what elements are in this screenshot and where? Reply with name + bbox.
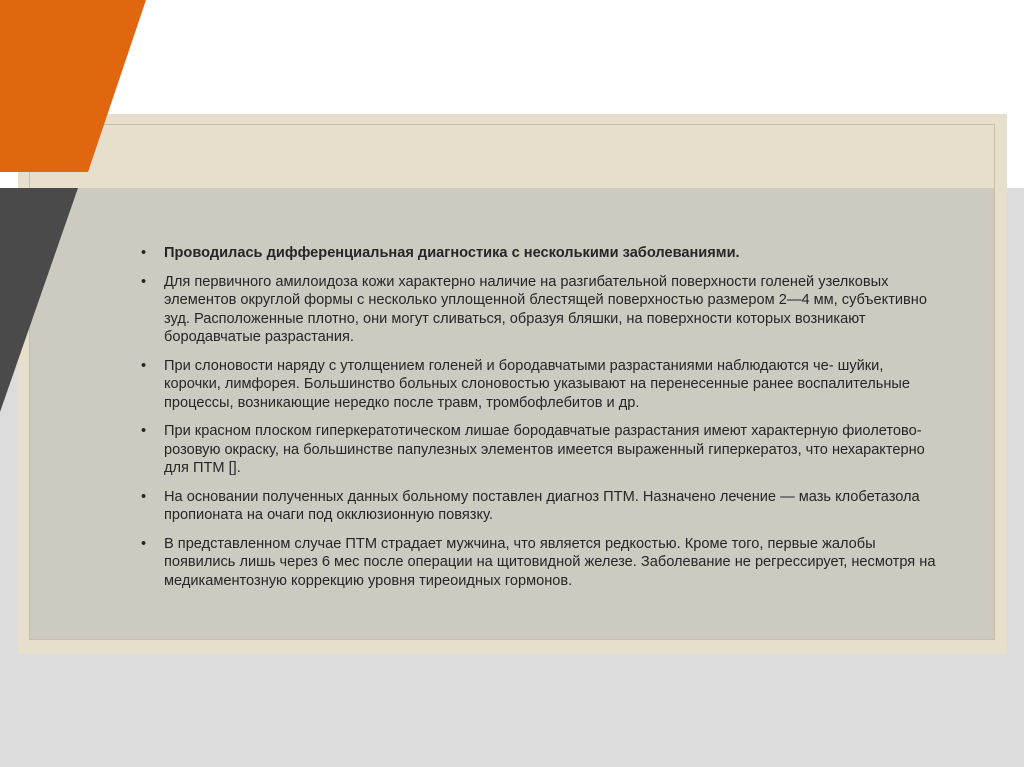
list-item [136,422,936,478]
bullet-marker: • [141,273,147,290]
slide-content [136,244,936,600]
item-text: При красном плоском гиперкератотическом лишае бородавчатые разрастания имеют характерную фиолетово-розовую окраску, на большинстве папулезных элементов имеется выраженный гиперкератоз, что нехарактерно для ПТМ []. [164,423,925,476]
item-text: В представленном случае ПТМ страдает мужчина, что является редкостью. Кроме того, первые жалобы появились лишь через 6 мес после операции на щитовидной железе. Заболевание не регрессирует, несмотря на медикаментозную коррекцию уровня тиреоидных гормонов. [164,535,936,589]
item-text: Проводилась дифференциальная диагностика с несколькими заболеваниями. [164,245,740,261]
bullet-marker: • [141,357,147,374]
list-item [136,357,936,413]
list-item [136,488,936,525]
item-text: На основании полученных данных больному поставлен диагноз ПТМ. Назначено лечение — мазь клобетазола пропионата на очаги под окклюзионную повязку. [164,488,920,523]
list-item [136,535,936,591]
item-text: При слоновости наряду с утолщением голеней и бородавчатыми разрастаниями наблюдаются че- шуйки, корочки, лимфорея. Большинство больных слоновостью указывают на перенесенные ранее воспалительные процессы, возникающие нередко после травм, тромбофлебитов и др. [164,357,911,411]
bullet-marker: • [141,423,147,439]
list-item [136,273,936,347]
bullet-list [136,244,936,590]
bullet-marker: • [141,245,147,261]
item-text: Для первичного амилоидоза кожи характерно наличие на разгибательной поверхности голеней узелковых элементов округлой формы с несколько уплощенной блестящей поверхностью размером 2—4 мм, субъективно зуд. Расположенные плотно, они могут сливаться, образуя бляшки, на поверхности которых возникают бородавчатые разрастания. [164,273,927,345]
bullet-marker: • [141,535,147,552]
bullet-marker: • [141,488,147,505]
list-item [136,244,936,263]
